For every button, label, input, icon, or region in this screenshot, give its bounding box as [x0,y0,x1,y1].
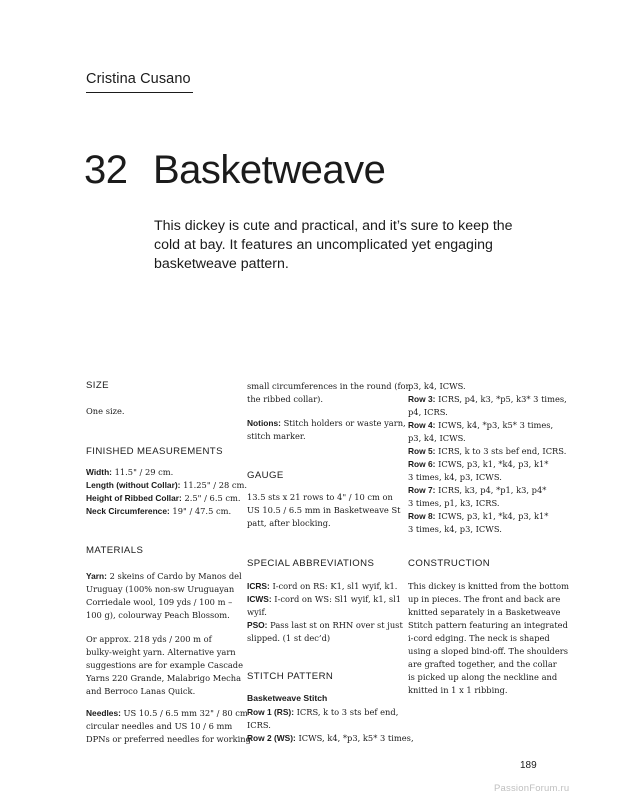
size-text: One size. [86,406,125,416]
collar-cont-1: small circumferences in the round (for [247,381,410,391]
row5-text: ICRS, k to 3 sts bef end, ICRS. [435,446,567,456]
row5-label: Row 5: [408,446,436,456]
row2-label: Row 2 (WS): [247,733,296,743]
height-line [86,492,241,505]
row8-text-1: ICWS, p3, k1, *k4, p3, k1* [435,511,549,521]
basketweave-subheading: Basketweave Stitch [247,693,328,703]
row6-line-2: 3 times, k4, p3, ICWS. [408,472,502,482]
row7-label: Row 7: [408,485,436,495]
alt-line-4: Yarns 220 Grande, Malabrigo Mecha [86,673,242,683]
needles-line-3: DPNs or preferred needles for working [86,734,251,744]
construction-line-4: Stitch pattern featuring an integrated [408,620,568,630]
length-value: 11.25" / 28 cm. [180,480,248,490]
row5-line [408,445,566,458]
icrs-line [247,580,397,593]
neck-line [86,505,231,518]
row1-line-1 [247,706,398,719]
row8-line-1 [408,510,548,523]
notions-line-1 [247,417,406,430]
size-heading: SIZE [86,380,109,391]
yarn-text-1: 2 skeins of Cardo by Manos del [106,571,242,581]
pso-line-1 [247,619,403,632]
icws-line-1 [247,593,401,606]
notions-line-2: stitch marker. [247,431,306,441]
materials-heading: MATERIALS [86,545,144,556]
alt-line-5: and Berroco Lanas Quick. [86,686,196,696]
pso-line-2: slipped. (1 st dec’d) [247,633,331,643]
icws-text-1: I-cord on WS: Sl1 wyif, k1, sl1 [271,594,402,604]
height-label: Height of Ribbed Collar: [86,493,182,503]
needles-line-1 [86,707,248,720]
designer-underline [86,92,193,93]
collar-cont-2: the ribbed collar). [247,394,324,404]
row3-line-1 [408,393,567,406]
length-line [86,479,247,492]
alt-line-2: bulky-weight yarn. Alternative yarn [86,647,236,657]
icws-label: ICWS: [247,594,272,604]
row4-label: Row 4: [408,420,436,430]
yarn-line-1 [86,570,242,583]
row8-label: Row 8: [408,511,436,521]
construction-line-5: i-cord edging. The neck is shaped [408,633,550,643]
length-label: Length (without Collar): [86,480,181,490]
needles-line-2: circular needles and US 10 / 6 mm [86,721,233,731]
gauge-line-2: US 10.5 / 6.5 mm in Basketweave St [247,505,401,515]
width-label: Width: [86,467,112,477]
construction-line-3: knitted separately in a Basketweave [408,607,561,617]
row2-cont: p3, k4, ICWS. [408,381,466,391]
row7-line-1 [408,484,546,497]
width-value: 11.5" / 29 cm. [111,467,174,477]
construction-line-2: up in pieces. The front and back are [408,594,561,604]
alt-line-3: suggestions are for example Cascade [86,660,244,670]
row2-text-1: ICWS, k4, *p3, k5* 3 times, [295,733,414,743]
needles-text-1: US 10.5 / 6.5 mm 32" / 80 cm [120,708,248,718]
row7-line-2: 3 times, p1, k3, ICRS. [408,498,500,508]
page-number: 189 [520,760,537,771]
row3-line-2: p4, ICRS. [408,407,448,417]
row4-line-1 [408,419,553,432]
row8-line-2: 3 times, k4, p3, ICWS. [408,524,502,534]
row4-text-1: ICWS, k4, *p3, k5* 3 times, [435,420,554,430]
gauge-line-3: patt, after blocking. [247,518,331,528]
construction-line-9: knitted in 1 x 1 ribbing. [408,685,508,695]
row1-label: Row 1 (RS): [247,707,294,717]
gauge-heading: GAUGE [247,470,284,481]
row3-label: Row 3: [408,394,436,404]
row2-line-1 [247,732,414,745]
construction-line-6: using a sloped bind-off. The shoulders [408,646,568,656]
abbrev-heading: SPECIAL ABBREVIATIONS [247,558,375,569]
yarn-label: Yarn: [86,571,107,581]
icws-line-2: wyif. [247,607,267,617]
intro-paragraph: This dickey is cute and practical, and it’s sure to keep the cold at bay. It features an uncomplicated yet engaging basketweave pattern. [154,218,513,272]
row6-line-1 [408,458,548,471]
yarn-line-3: Corriedale wool, 109 yds / 100 m – [86,597,233,607]
row6-label: Row 6: [408,459,436,469]
stitch-heading: STITCH PATTERN [247,671,334,682]
row4-line-2: p3, k4, ICWS. [408,433,466,443]
pattern-title: Basketweave [153,148,386,192]
width-line [86,466,173,479]
row1-text-1: ICRS, k to 3 sts bef end, [294,707,399,717]
yarn-line-4: 100 g), colourway Peach Blossom. [86,610,230,620]
alt-line-1: Or approx. 218 yds / 200 m of [86,634,212,644]
icrs-label: ICRS: [247,581,270,591]
needles-label: Needles: [86,708,121,718]
pso-text-1: Pass last st on RHN over st just [267,620,403,630]
pso-label: PSO: [247,620,268,630]
construction-heading: CONSTRUCTION [408,558,491,569]
construction-line-8: is picked up along the neckline and [408,672,558,682]
construction-line-1: This dickey is knitted from the bottom [408,581,569,591]
finished-heading: FINISHED MEASUREMENTS [86,446,223,457]
designer-name: Cristina Cusano [86,71,191,87]
row6-text-1: ICWS, p3, k1, *k4, p3, k1* [435,459,549,469]
icrs-value: I-cord on RS: K1, sl1 wyif, k1. [269,581,398,591]
construction-line-7: are grafted together, and the collar [408,659,557,669]
pattern-number: 32 [84,148,128,192]
row1-line-2: ICRS. [247,720,271,730]
height-value: 2.5" / 6.5 cm. [181,493,241,503]
gauge-line-1: 13.5 sts x 21 rows to 4" / 10 cm on [247,492,393,502]
row7-text-1: ICRS, k3, p4, *p1, k3, p4* [435,485,547,495]
neck-label: Neck Circumference: [86,506,170,516]
watermark: PassionForum.ru [494,783,570,794]
notions-label: Notions: [247,418,281,428]
notions-text-1: Stitch holders or waste yarn, [280,418,406,428]
yarn-line-2: Uruguay (100% non-sw Uruguayan [86,584,235,594]
neck-value: 19" / 47.5 cm. [169,506,232,516]
row3-text-1: ICRS, p4, k3, *p5, k3* 3 times, [435,394,567,404]
